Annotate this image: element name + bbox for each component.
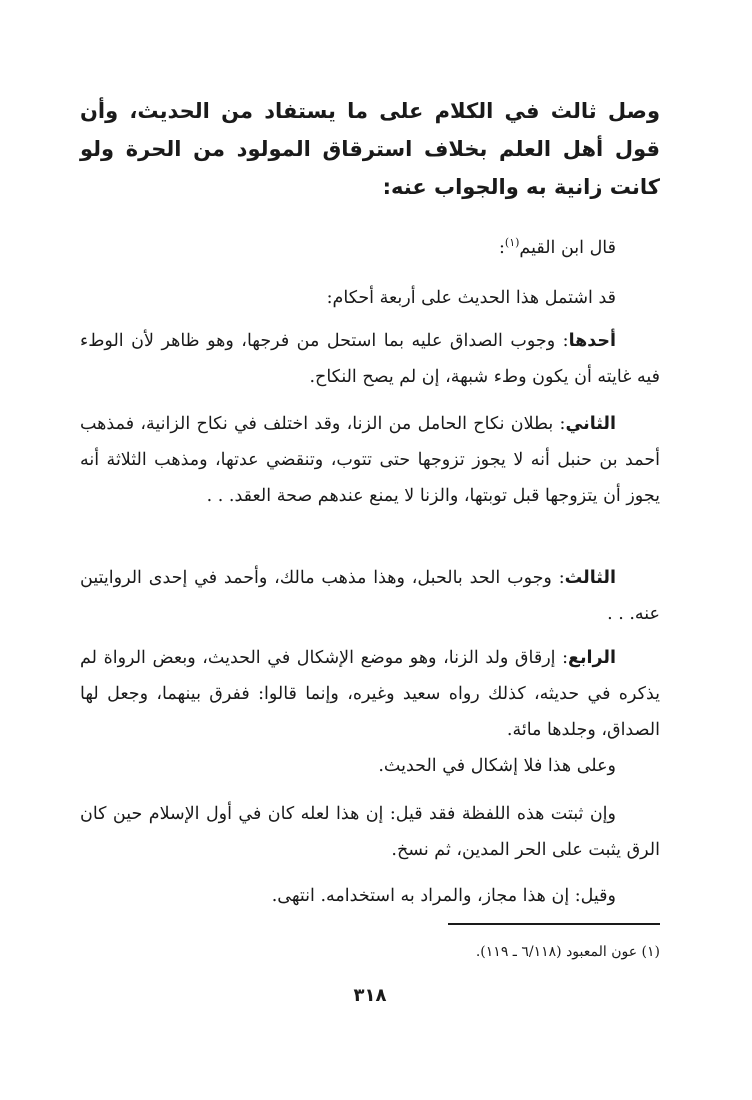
ruling-paragraph-fourth (80, 640, 660, 748)
ruling-label: الرابع (568, 648, 616, 668)
ruling-paragraph-first (80, 323, 660, 395)
ruling-paragraph-second (80, 406, 660, 514)
closing-paragraph: وقيل: إن هذا مجاز، والمراد به استخدامه. انتهى. (271, 886, 616, 906)
footnote-divider (448, 923, 660, 925)
ruling-label: الثالث (564, 568, 616, 588)
section-heading: وصل ثالث في الكلام على ما يستفاد من الحديث، وأن قول أهل العلم بخلاف استرقاق المولود من الحرة ولو كانت زانية به والجواب عنه: (80, 99, 660, 199)
ruling-paragraph-third (80, 560, 660, 632)
intro-paragraph: قد اشتمل هذا الحديث على أربعة أحكام: (326, 288, 616, 308)
attribution-colon: : (499, 238, 505, 258)
ruling-text: : بطلان نكاح الحامل من الزنا، وقد اختلف في نكاح الزانية، فمذهب أحمد بن حنبل أنه لا يجوز تزوجها حتى تتوب، وتنقضي عدتها، ومذهب الثلاثة أنه يجوز أن يتزوجها قبل توبتها، والزنا لا يمنع عندهم صحة العقد. . . (80, 414, 660, 506)
conclusion-paragraph: وعلى هذا فلا إشكال في الحديث. (378, 756, 616, 776)
footnote-reference[interactable]: (١) (504, 236, 520, 250)
page-body (80, 0, 660, 1100)
footnote-text: (١) عون المعبود (٦/١١٨ ـ ١١٩). (475, 944, 660, 960)
interpretation-paragraph: وإن ثبتت هذه اللفظة فقد قيل: إن هذا لعله كان في أول الإسلام حين كان الرق يثبت على الحر المدين، ثم نسخ. (80, 804, 660, 860)
ruling-text: : وجوب الصداق عليه بما استحل من فرجها، وهو ظاهر لأن الوطء فيه غايته أن يكون وطء شبهة، إن لم يصح النكاح. (80, 331, 660, 387)
ruling-text: : وجوب الحد بالحبل، وهذا مذهب مالك، وأحمد في إحدى الروايتين عنه. . . (80, 568, 660, 624)
ruling-label: أحدها (568, 331, 616, 351)
ruling-text: : إرقاق ولد الزنا، وهو موضع الإشكال في الحديث، وبعض الرواة لم يذكره في حديثه، كذلك رواه سعيد وغيره، وإنما قالوا: ففرق بينهما، وجعل لها الصداق، وجلدها مائة. (80, 648, 660, 740)
page-number: ٣١٨ (353, 985, 387, 1006)
attribution-text: قال ابن القيم (519, 238, 616, 258)
attribution-line (80, 230, 660, 266)
ruling-label: الثاني (565, 414, 616, 434)
